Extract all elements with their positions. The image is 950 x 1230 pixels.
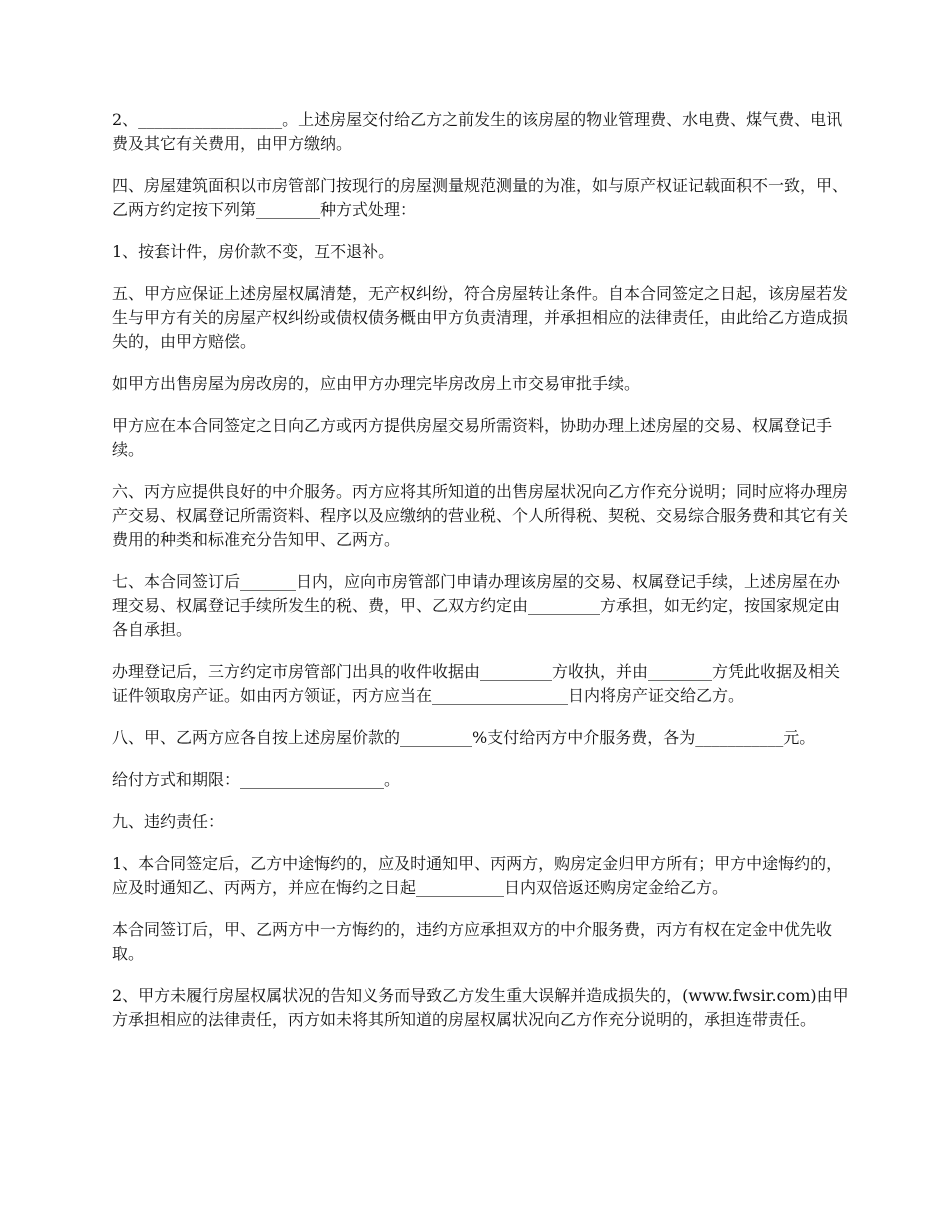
paragraph-breach-heading: 九、违约责任：	[112, 812, 225, 831]
paragraph-provide-documents: 甲方应在本合同签定之日向乙方或丙方提供房屋交易所需资料，协助办理上述房屋的交易、权属登记手续。	[112, 416, 833, 459]
paragraph-agent-service: 六、丙方应提供良好的中介服务。丙方应将其所知道的出售房屋状况向乙方作充分说明；同时应将办理房产交易、权属登记所需资料、程序以及应缴纳的营业税、个人所得税、契税、交易综合服务费和其它有关费用的种类和标准充分告知甲、乙两方。	[112, 482, 849, 549]
paragraph-title-guarantee: 五、甲方应保证上述房屋权属清楚，无产权纠纷，符合房屋转让条件。自本合同签定之日起，该房屋若发生与甲方有关的房屋产权纠纷或债权债务概由甲方负责清理，并承担相应的法律责任，由此给乙方造成损失的，由甲方赔偿。	[112, 284, 849, 351]
paragraph-breach-1: 1、本合同签定后，乙方中途悔约的，应及时通知甲、丙两方，购房定金归甲方所有；甲方中途悔约的，应及时通知乙、丙两方，并应在悔约之日起___________日内双倍返还购房定金给乙方。	[112, 854, 843, 897]
paragraph-agent-fee: 八、甲、乙两方应各自按上述房屋价款的_________%支付给丙方中介服务费，各为___________元。	[112, 728, 816, 747]
paragraph-reform-housing: 如甲方出售房屋为房改房的，应由甲方办理完毕房改房上市交易审批手续。	[112, 374, 641, 393]
paragraph-fees-clause: 2、__________________。上述房屋交付给乙方之前发生的该房屋的物业管理费、水电费、煤气费、电讯费及其它有关费用，由甲方缴纳。	[112, 110, 843, 153]
paragraph-registration: 七、本合同签订后_______日内，应向市房管部门申请办理该房屋的交易、权属登记手续，上述房屋在办理交易、权属登记手续所发生的税、费，甲、乙双方约定由_________方承担，如无约定，按国家规定由各自承担。	[112, 572, 841, 639]
paragraph-certificate: 办理登记后，三方约定市房管部门出具的收件收据由_________方收执，并由________方凭此收据及相关证件领取房产证。如由丙方领证，丙方应当在_________________日内将房产证交给乙方。	[112, 662, 841, 705]
paragraph-breach-2: 2、甲方未履行房屋权属状况的告知义务而导致乙方发生重大误解并造成损失的，(www.fwsir.com)由甲方承担相应的法律责任，丙方如未将其所知道的房屋权属状况向乙方作充分说明的，承担连带责任。	[112, 986, 849, 1029]
paragraph-payment-terms: 给付方式和期限：__________________。	[112, 770, 401, 789]
paragraph-breach-fee: 本合同签订后，甲、乙两方中一方悔约的，违约方应承担双方的中介服务费，丙方有权在定金中优先收取。	[112, 920, 833, 963]
paragraph-area-option-1: 1、按套计件，房价款不变，互不退补。	[112, 242, 395, 261]
document-body	[112, 108, 852, 1050]
paragraph-area-clause: 四、房屋建筑面积以市房管部门按现行的房屋测量规范测量的为准，如与原产权证记载面积不一致，甲、乙两方约定按下列第________种方式处理：	[112, 176, 849, 219]
